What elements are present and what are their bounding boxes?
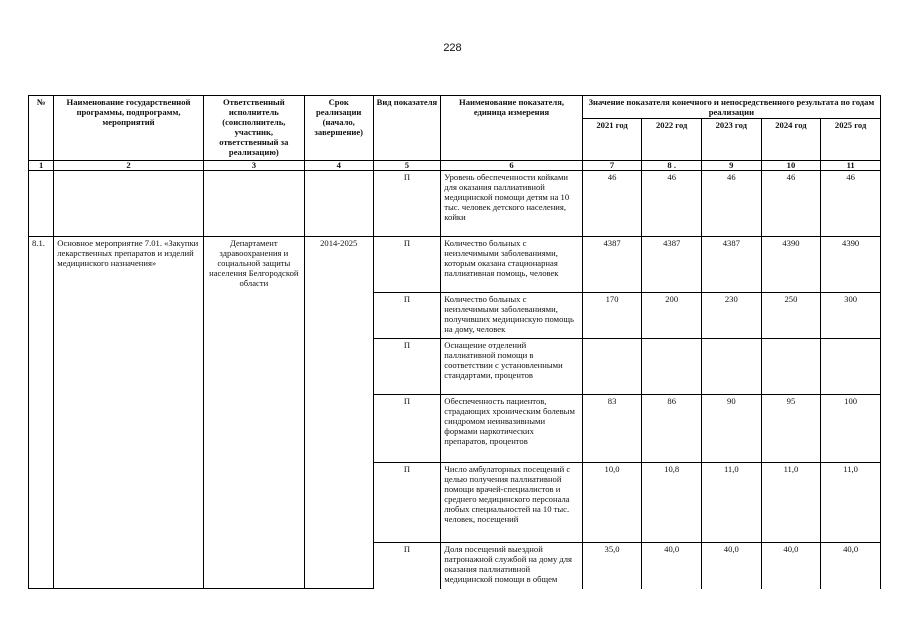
cell-empty: [54, 171, 204, 237]
indicator-value: [582, 339, 642, 395]
indicator-value: 230: [702, 293, 762, 339]
indicator-type: П: [373, 395, 441, 463]
indicator-value: 35,0: [582, 543, 642, 589]
header-responsible: Ответственный исполнитель (соисполнитель, участник, ответственный за реализацию): [203, 96, 304, 161]
header-year: 2021 год: [582, 119, 642, 161]
indicator-value: [821, 339, 881, 395]
indicator-name: Оснащение отделений паллиативной помощи в соответствии с установленными стандартами, процентов: [441, 339, 582, 395]
indicator-value: 46: [642, 171, 702, 237]
indicator-value: [761, 339, 821, 395]
event-number: 8.1.: [29, 237, 54, 589]
table-row: [29, 171, 881, 237]
indicator-value: 10,8: [642, 463, 702, 543]
indicator-value: 86: [642, 395, 702, 463]
indicator-value: 40,0: [761, 543, 821, 589]
indicator-value: 46: [761, 171, 821, 237]
indicator-value: 170: [582, 293, 642, 339]
indicator-value: 100: [821, 395, 881, 463]
indicator-value: [642, 339, 702, 395]
indicator-name: Количество больных с неизлечимыми заболеваниями, получивших медицинскую помощь на дому, человек: [441, 293, 582, 339]
header-num: №: [29, 96, 54, 161]
indicator-value: 90: [702, 395, 762, 463]
indicator-value: 4390: [761, 237, 821, 293]
indicator-value: 200: [642, 293, 702, 339]
column-number: 11: [821, 161, 881, 171]
program-table: [28, 95, 881, 589]
cell-empty: [203, 171, 304, 237]
column-number: 7: [582, 161, 642, 171]
column-number: 8 .: [642, 161, 702, 171]
column-number: 6: [441, 161, 582, 171]
indicator-value: 40,0: [702, 543, 762, 589]
indicator-value: 40,0: [642, 543, 702, 589]
header-year: 2022 год: [642, 119, 702, 161]
column-number: 4: [304, 161, 373, 171]
indicator-value: 4387: [582, 237, 642, 293]
column-number: 2: [54, 161, 204, 171]
indicator-value: 11,0: [821, 463, 881, 543]
indicator-type: П: [373, 237, 441, 293]
event-responsible: Департамент здравоохранения и социальной защиты населения Белгородской области: [203, 237, 304, 589]
indicator-type: П: [373, 171, 441, 237]
indicator-value: 83: [582, 395, 642, 463]
column-number: 9: [702, 161, 762, 171]
page-number: 228: [443, 42, 462, 54]
table-row: [29, 237, 881, 293]
indicator-value: 4390: [821, 237, 881, 293]
indicator-name: Доля посещений выездной патронажной службой на дому для оказания паллиативной медицинской помощи в общем: [441, 543, 582, 589]
header-year: 2023 год: [702, 119, 762, 161]
column-number: 3: [203, 161, 304, 171]
column-number: 5: [373, 161, 441, 171]
indicator-value: 4387: [702, 237, 762, 293]
event-term: 2014-2025: [304, 237, 373, 589]
header-indicator-type: Вид показателя: [373, 96, 441, 161]
indicator-name: Количество больных с неизлечимыми заболеваниями, которым оказана стационарная паллиативная помощь, человек: [441, 237, 582, 293]
cell-empty: [29, 171, 54, 237]
column-number: 10: [761, 161, 821, 171]
header-term: Срок реализации (начало, завершение): [304, 96, 373, 161]
header-indicator-name: Наименование показателя, единица измерения: [441, 96, 582, 161]
event-name: Основное мероприятие 7.01. «Закупки лекарственных препаратов и изделий медицинского назначения»: [54, 237, 204, 589]
indicator-type: П: [373, 293, 441, 339]
indicator-name: Обеспеченность пациентов, страдающих хроническим болевым синдромом неинвазивными формами наркотических препаратов, процентов: [441, 395, 582, 463]
indicator-type: П: [373, 543, 441, 589]
indicator-value: 46: [702, 171, 762, 237]
header-year: 2024 год: [761, 119, 821, 161]
header-values-group: Значение показателя конечного и непосредственного результата по годам реализации: [582, 96, 880, 119]
indicator-value: 40,0: [821, 543, 881, 589]
column-number: 1: [29, 161, 54, 171]
indicator-value: [702, 339, 762, 395]
indicator-value: 10,0: [582, 463, 642, 543]
indicator-value: 95: [761, 395, 821, 463]
header-program: Наименование государственной программы, подпрограмм, мероприятий: [54, 96, 204, 161]
indicator-value: 11,0: [761, 463, 821, 543]
indicator-value: 250: [761, 293, 821, 339]
indicator-value: 46: [821, 171, 881, 237]
indicator-value: 300: [821, 293, 881, 339]
indicator-name: Число амбулаторных посещений с целью получения паллиативной помощи врачей-специалистов и среднего медицинского персонала любых специальностей на 10 тыс. человек, посещений: [441, 463, 582, 543]
indicator-name: Уровень обеспеченности койками для оказания паллиативной медицинской помощи детям на 10 тыс. человек детского населения, койки: [441, 171, 582, 237]
indicator-value: 4387: [642, 237, 702, 293]
indicator-type: П: [373, 339, 441, 395]
header-year: 2025 год: [821, 119, 881, 161]
indicator-type: П: [373, 463, 441, 543]
indicator-value: 46: [582, 171, 642, 237]
cell-empty: [304, 171, 373, 237]
indicator-value: 11,0: [702, 463, 762, 543]
